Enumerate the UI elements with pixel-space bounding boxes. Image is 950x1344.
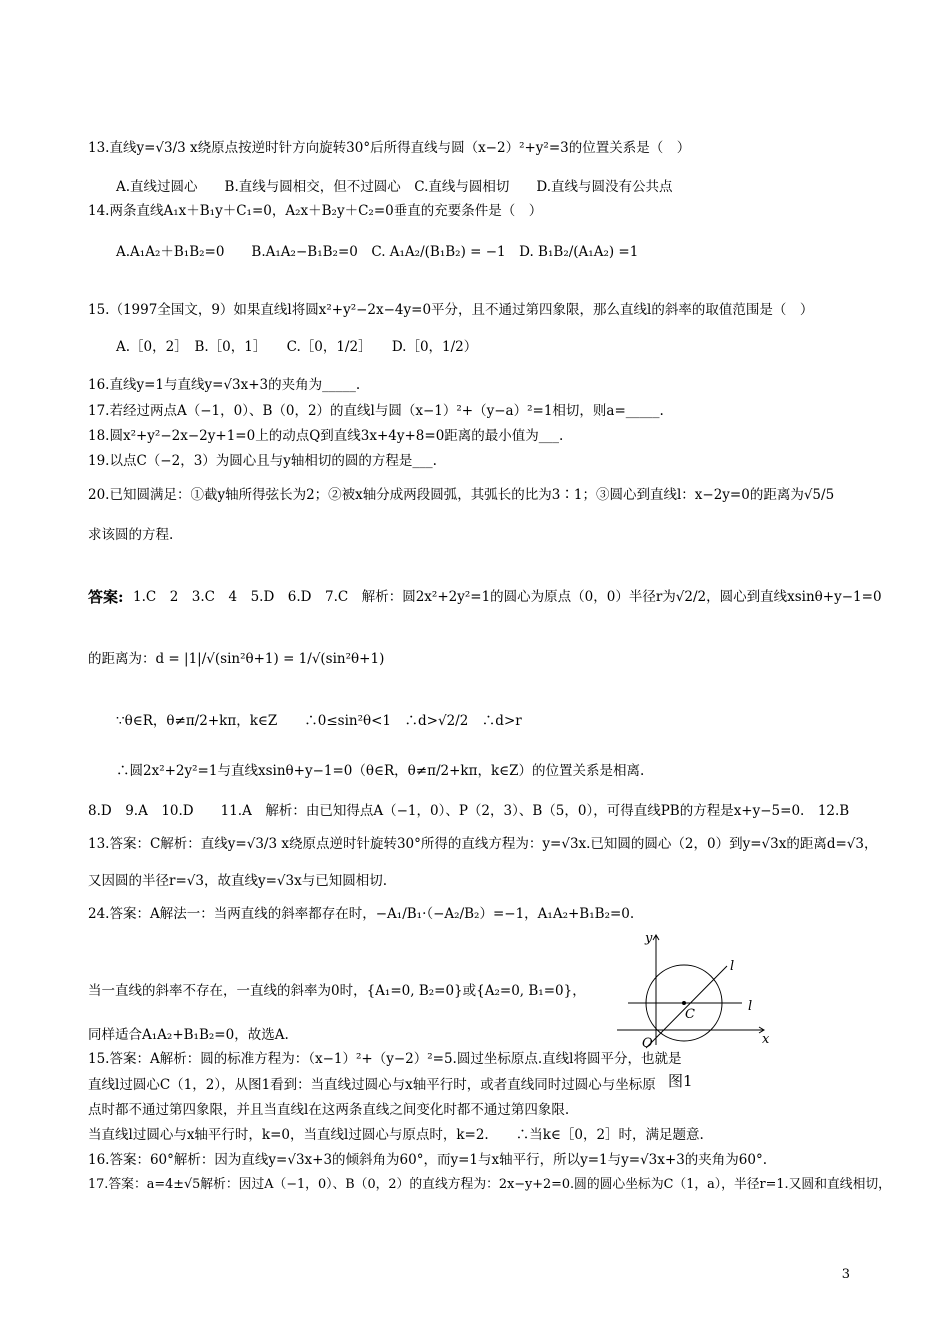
figure-caption: 图1 xyxy=(668,1072,693,1090)
line-label-diagonal: l xyxy=(730,959,735,974)
question-19: 19.以点C（−2，3）为圆心且与y轴相切的圆的方程是___. xyxy=(88,453,437,469)
question-20-continued: 求该圆的方程. xyxy=(88,527,174,543)
figure-1 xyxy=(612,930,782,1050)
answers-label: 答案: xyxy=(88,588,124,606)
answer-line-4: ∴圆2x²+2y²=1与直线xsinθ+y−1=0（θ∈R，θ≠π/2+kπ，k∈Z）的位置关系是相离. xyxy=(116,763,645,779)
question-15-options: A.［0，2］ B.［0，1］ C.［0，1/2］ D.［0，1/2） xyxy=(116,339,478,355)
line-label-horizontal: l xyxy=(748,999,753,1014)
center-label: C xyxy=(685,1007,695,1022)
question-17: 17.若经过两点A（−1，0）、B（0，2）的直线l与圆（x−1）²+（y−a）²=1相切，则a=_____. xyxy=(88,403,664,419)
origin-label: O xyxy=(642,1036,653,1050)
center-point xyxy=(682,1001,686,1005)
question-20: 20.已知圆满足：①截y轴所得弦长为2；②被x轴分成两段圆弧，其弧长的比为3∶1；③圆心到直线l：x−2y=0的距离为√5/5 xyxy=(88,487,835,503)
answer-line-3: ∵θ∈R，θ≠π/2+kπ，k∈Z ∴0≤sin²θ<1 ∴d>√2/2 ∴d>r xyxy=(116,713,522,729)
answer-line-7: 又因圆的半径r=√3，故直线y=√3x与已知圆相切. xyxy=(88,873,387,889)
answer-line-10: 同样适合A₁A₂+B₁B₂=0，故选A. xyxy=(88,1027,289,1043)
answer-line-1: 1.C 2 3.C 4 5.D 6.D 7.C 解析：圆2x²+2y²=1的圆心为原点（0，0）半径r为√2/2，圆心到直线xsinθ+y−1=0 xyxy=(133,589,882,605)
question-14: 14.两条直线A₁x＋B₁y＋C₁=0，A₂x＋B₂y＋C₂=0垂直的充要条件是（ ） xyxy=(88,203,543,219)
question-16: 16.直线y=1与直线y=√3x+3的夹角为_____. xyxy=(88,377,361,393)
answer-line-11: 15.答案：A解析：圆的标准方程为：（x−1）²+（y−2）²=5.圆过坐标原点.直线l将圆平分，也就是 xyxy=(88,1051,682,1067)
answer-line-13: 点时都不通过第四象限，并且当直线l在这两条直线之间变化时都不通过第四象限. xyxy=(88,1102,570,1118)
answer-line-5: 8.D 9.A 10.D 11.A 解析：由已知得点A（−1，0）、P（2，3）、B（5，0），可得直线PB的方程是x+y−5=0. 12.B xyxy=(88,803,850,819)
answer-line-16: 17.答案：a=4±√5解析：因过A（−1，0）、B（0，2）的直线方程为：2x−y+2=0.圆的圆心坐标为C（1，a），半径r=1.又圆和直线相切， xyxy=(88,1177,891,1192)
answer-line-8: 24.答案：A解法一：当两直线的斜率都存在时，−A₁/B₁·（−A₂/B₂）=−1，A₁A₂+B₁B₂=0. xyxy=(88,906,635,922)
question-15: 15.（1997全国文，9）如果直线l将圆x²+y²−2x−4y=0平分，且不通过第四象限，那么直线l的斜率的取值范围是（ ） xyxy=(88,302,814,318)
x-axis-label: x xyxy=(762,1032,770,1047)
answer-line-6: 13.答案：C解析：直线y=√3/3 x绕原点逆时针旋转30°所得的直线方程为：y=√3x.已知圆的圆心（2，0）到y=√3x的距离d=√3， xyxy=(88,836,878,852)
answer-line-12: 直线l过圆心C（1，2），从图1看到：当直线过圆心与x轴平行时，或者直线同时过圆心与坐标原 xyxy=(88,1077,656,1093)
question-18: 18.圆x²+y²−2x−2y+1=0上的动点Q到直线3x+4y+8=0距离的最小值为___. xyxy=(88,428,564,444)
answer-line-14: 当直线l过圆心与x轴平行时，k=0，当直线l过圆心与原点时，k=2. ∴当k∈［0，2］时，满足题意. xyxy=(88,1127,704,1143)
answer-line-15: 16.答案：60°解析：因为直线y=√3x+3的倾斜角为60°，而y=1与x轴平行，所以y=1与y=√3x+3的夹角为60°. xyxy=(88,1152,768,1168)
answer-line-2: 的距离为：d = |1|/√(sin²θ+1) = 1/√(sin²θ+1) xyxy=(88,651,385,667)
question-14-options: A.A₁A₂＋B₁B₂=0 B.A₁A₂−B₁B₂=0 C. A₁A₂/(B₁B₂) = −1 D. B₁B₂/(A₁A₂) =1 xyxy=(116,244,639,260)
question-13-options: A.直线过圆心 B.直线与圆相交，但不过圆心 C.直线与圆相切 D.直线与圆没有公共点 xyxy=(116,179,673,195)
answer-line-9: 当一直线的斜率不存在，一直线的斜率为0时，{A₁=0, B₂=0}或{A₂=0, B₁=0}， xyxy=(88,983,586,999)
y-axis-label: y xyxy=(645,931,653,946)
page-number: 3 xyxy=(841,1267,850,1282)
question-13: 13.直线y=√3/3 x绕原点按逆时针方向旋转30°后所得直线与圆（x−2）²+y²=3的位置关系是（ ） xyxy=(88,140,691,156)
